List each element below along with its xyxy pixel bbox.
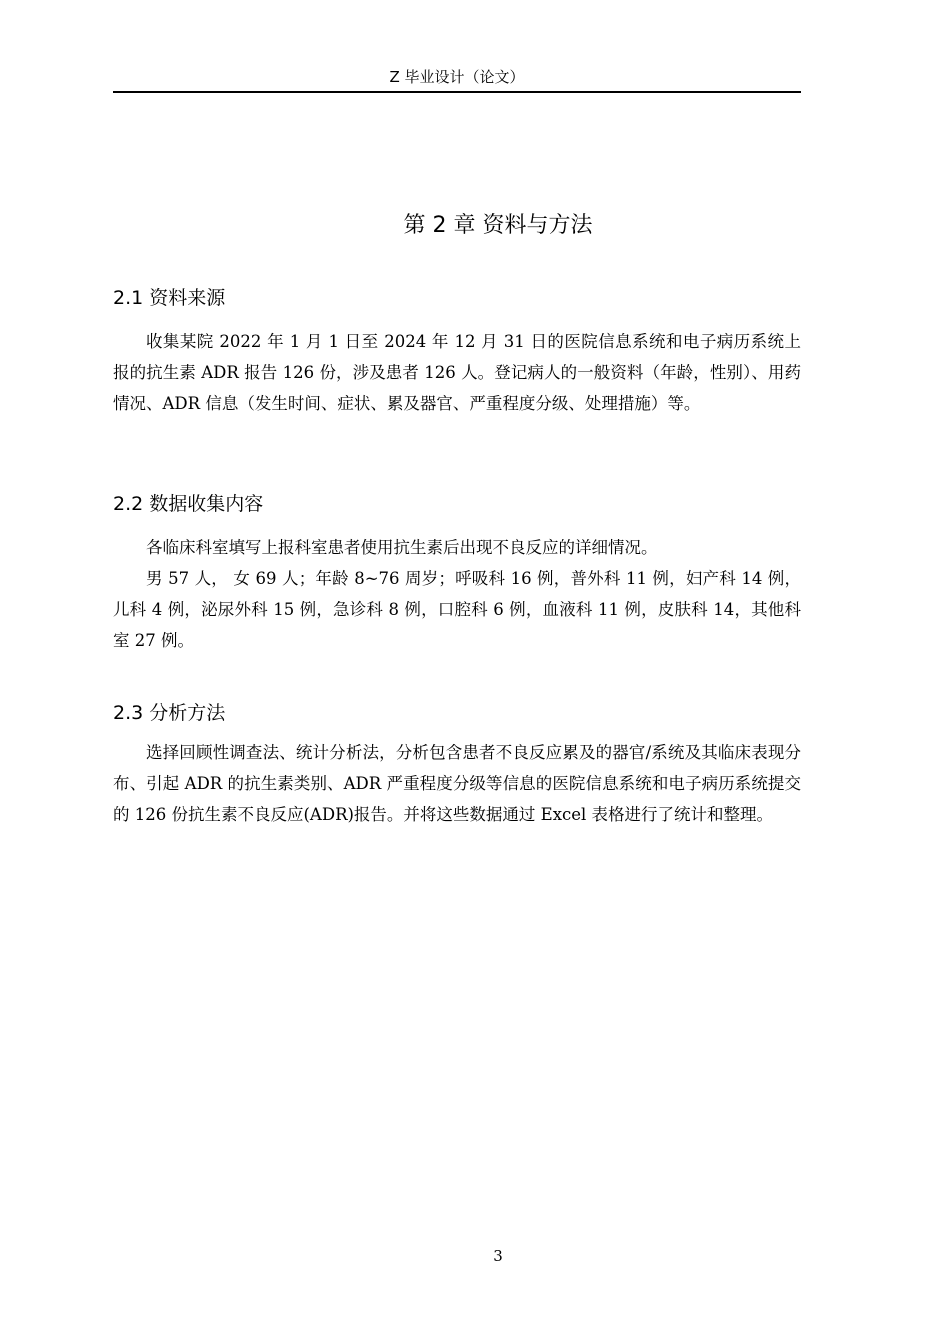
section-heading-2-3: 2.3 分析方法 xyxy=(113,702,226,724)
chapter-title: 第 2 章 资料与方法 xyxy=(403,213,593,238)
paragraph: 男 57 人， 女 69 人；年龄 8~76 周岁；呼吸科 16 例，普外科 11 例，妇产科 14 例，儿科 4 例，泌尿外科 15 例，急诊科 8 例，口腔科 6 例，血液科 11 例，皮肤科 14，其他科室 27 例。 xyxy=(113,569,801,650)
page-number: 3 xyxy=(493,1247,503,1265)
paragraph: 选择回顾性调查法、统计分析法，分析包含患者不良反应累及的器官/系统及其临床表现分布、引起 ADR 的抗生素类别、ADR 严重程度分级等信息的医院信息系统和电子病历系统提交的 126 份抗生素不良反应(ADR)报告。并将这些数据通过 Excel 表格进行了统计和整理。 xyxy=(113,743,801,824)
running-header xyxy=(113,66,801,93)
header-title: Z 毕业设计（论文） xyxy=(389,68,525,86)
section-body-2-1 xyxy=(113,326,801,419)
section-body-2-3 xyxy=(113,737,801,830)
paragraph: 各临床科室填写上报科室患者使用抗生素后出现不良反应的详细情况。 xyxy=(146,538,658,557)
section-heading-2-1: 2.1 资料来源 xyxy=(113,287,226,309)
paragraph: 收集某院 2022 年 1 月 1 日至 2024 年 12 月 31 日的医院信息系统和电子病历系统上报的抗生素 ADR 报告 126 份，涉及患者 126 人。登记病人的一般资料（年龄，性别）、用药情况、ADR 信息（发生时间、症状、累及器官、严重程度分级、处理措施）等。 xyxy=(113,332,801,413)
section-body-2-2 xyxy=(113,532,801,656)
section-heading-2-2: 2.2 数据收集内容 xyxy=(113,493,264,515)
